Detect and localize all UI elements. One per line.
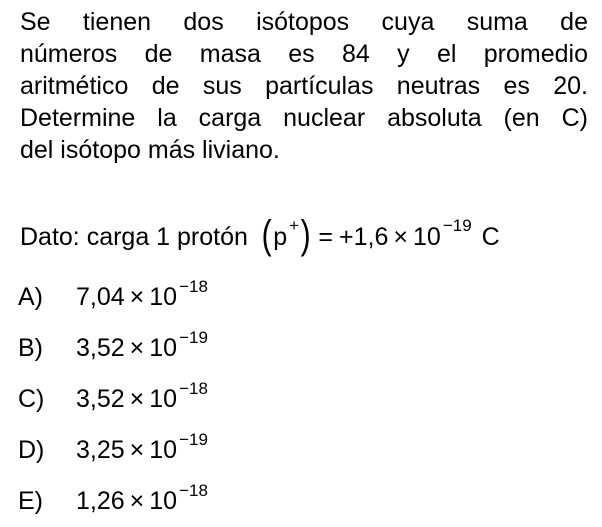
option-base: 10: [149, 436, 178, 464]
option-value: [76, 480, 208, 516]
question-line: números de masa es 84 y el promedio: [20, 40, 588, 68]
option-letter: A): [18, 283, 43, 311]
option-letter: E): [18, 487, 43, 515]
option-value: [76, 327, 208, 363]
option-letter: D): [18, 436, 45, 464]
times-sign: ×: [129, 283, 145, 311]
proton-symbol: p: [273, 222, 288, 251]
right-paren: ): [300, 213, 311, 257]
option-e[interactable]: [18, 476, 208, 527]
option-mantissa: 1,26: [76, 487, 125, 515]
times-sign: ×: [129, 385, 145, 413]
dato-label: Dato: carga 1 protón: [20, 222, 248, 251]
option-letter: C): [18, 385, 45, 413]
equals-sign: =: [318, 222, 334, 251]
times-sign: ×: [129, 436, 145, 464]
option-value: [76, 378, 208, 414]
times-sign: ×: [129, 487, 145, 515]
answer-options: [18, 272, 208, 527]
option-mantissa: 7,04: [76, 283, 125, 311]
proton-charge: +: [289, 216, 300, 235]
question-line: Se tienen dos isótopos cuya suma de: [20, 8, 588, 36]
question-line: aritmético de sus partículas neutras es 20.: [20, 72, 588, 100]
option-exponent: −18: [179, 480, 208, 500]
dato-line: [20, 212, 500, 262]
dato-base: 10: [413, 222, 441, 251]
option-exponent: −18: [179, 276, 208, 296]
question-line: del isótopo más liviano.: [20, 136, 280, 164]
times-sign: ×: [393, 222, 408, 251]
option-mantissa: 3,25: [76, 436, 125, 464]
question-text: [20, 6, 588, 166]
option-value: [76, 429, 208, 465]
option-b[interactable]: [18, 323, 208, 374]
question-line: Determine la carga nuclear absoluta (en C): [20, 104, 588, 132]
option-base: 10: [149, 283, 178, 311]
option-value: [76, 276, 208, 312]
option-c[interactable]: [18, 374, 208, 425]
option-exponent: −18: [179, 378, 208, 398]
option-base: 10: [149, 487, 178, 515]
option-base: 10: [149, 334, 178, 362]
left-paren: (: [261, 213, 272, 257]
dato-exponent: −19: [442, 216, 472, 235]
option-mantissa: 3,52: [76, 334, 125, 362]
option-letter: B): [18, 334, 43, 362]
option-a[interactable]: [18, 272, 208, 323]
option-exponent: −19: [179, 327, 208, 347]
option-mantissa: 3,52: [76, 385, 125, 413]
option-d[interactable]: [18, 425, 208, 476]
dato-mantissa: +1,6: [339, 222, 389, 251]
dato-unit: C: [481, 222, 500, 251]
option-exponent: −19: [179, 429, 208, 449]
times-sign: ×: [129, 334, 145, 362]
option-base: 10: [149, 385, 178, 413]
